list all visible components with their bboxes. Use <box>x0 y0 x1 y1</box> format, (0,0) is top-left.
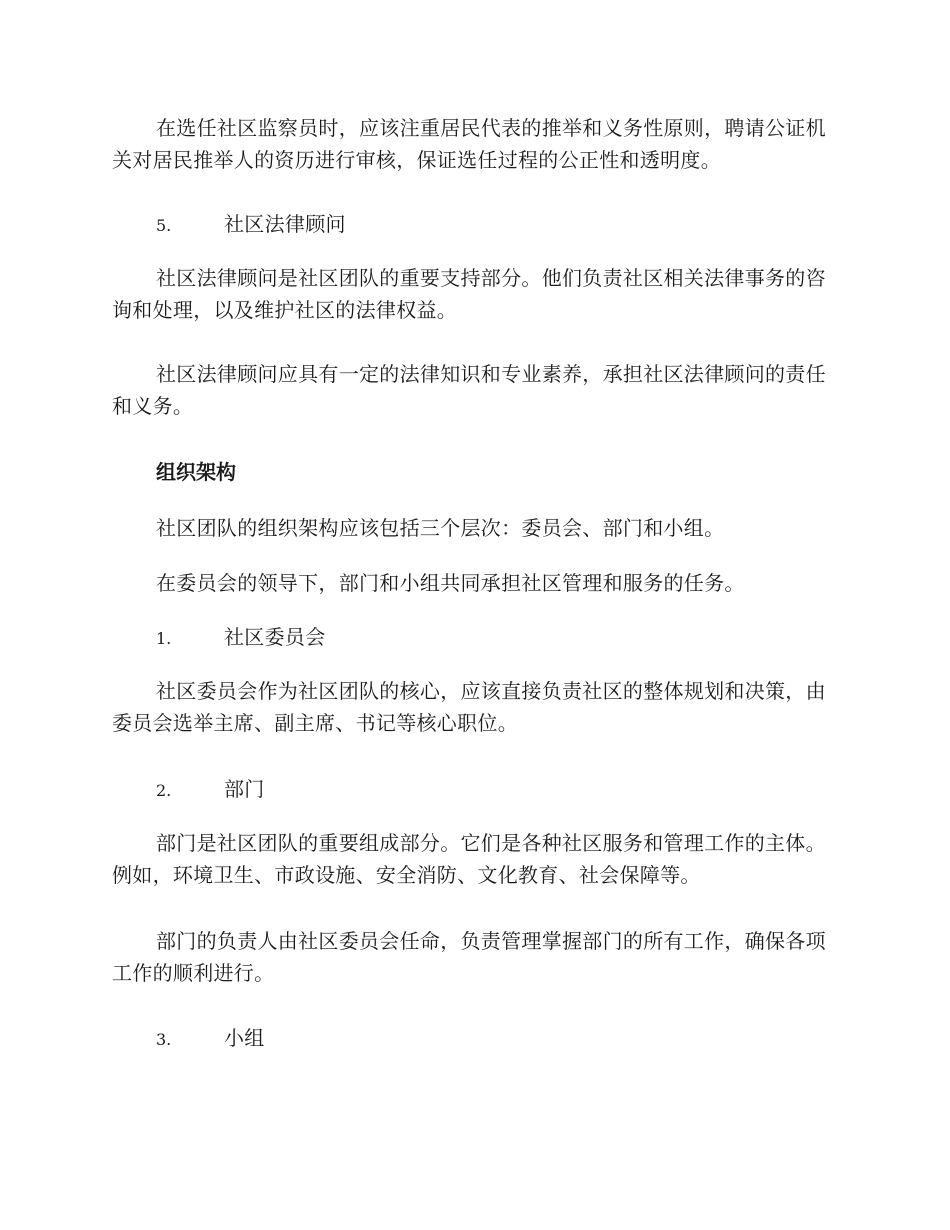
list-number: 5. <box>156 216 172 235</box>
list-item-committee <box>156 621 326 655</box>
paragraph-supervisor-selection: 在选任社区监察员时，应该注重居民代表的推举和义务性原则，聘请公证机关对居民推举人的资历进行审核，保证选任过程的公正性和透明度。 <box>112 116 826 172</box>
paragraph-legal-advisor-role: 社区法律顾问是社区团队的重要支持部分。他们负责社区相关法律事务的咨询和处理，以及维护社区的法律权益。 <box>112 266 826 322</box>
list-label: 社区委员会 <box>224 625 326 649</box>
list-item-legal-advisor <box>156 208 346 242</box>
paragraph-department-head: 部门的负责人由社区委员会任命，负责管理掌握部门的所有工作，确保各项工作的顺利进行。 <box>112 929 826 985</box>
list-item-department <box>156 773 265 807</box>
list-label: 社区法律顾问 <box>224 212 346 236</box>
paragraph-committee-role: 社区委员会作为社区团队的核心，应该直接负责社区的整体规划和决策，由委员会选举主席、副主席、书记等核心职位。 <box>112 679 826 735</box>
section-heading-org-structure: 组织架构 <box>156 460 236 484</box>
paragraph-legal-advisor-qualification: 社区法律顾问应具有一定的法律知识和专业素养，承担社区法律顾问的责任和义务。 <box>112 362 826 418</box>
paragraph-committee-leadership: 在委员会的领导下，部门和小组共同承担社区管理和服务的任务。 <box>156 571 745 595</box>
list-number: 2. <box>156 781 172 800</box>
list-item-group <box>156 1022 265 1056</box>
list-number: 1. <box>156 629 172 648</box>
list-number: 3. <box>156 1030 172 1049</box>
paragraph-department-role: 部门是社区团队的重要组成部分。它们是各种社区服务和管理工作的主体。例如，环境卫生、市政设施、安全消防、文化教育、社会保障等。 <box>112 831 826 887</box>
list-label: 小组 <box>224 1026 265 1050</box>
paragraph-org-levels: 社区团队的组织架构应该包括三个层次：委员会、部门和小组。 <box>156 516 725 540</box>
list-label: 部门 <box>224 777 265 801</box>
